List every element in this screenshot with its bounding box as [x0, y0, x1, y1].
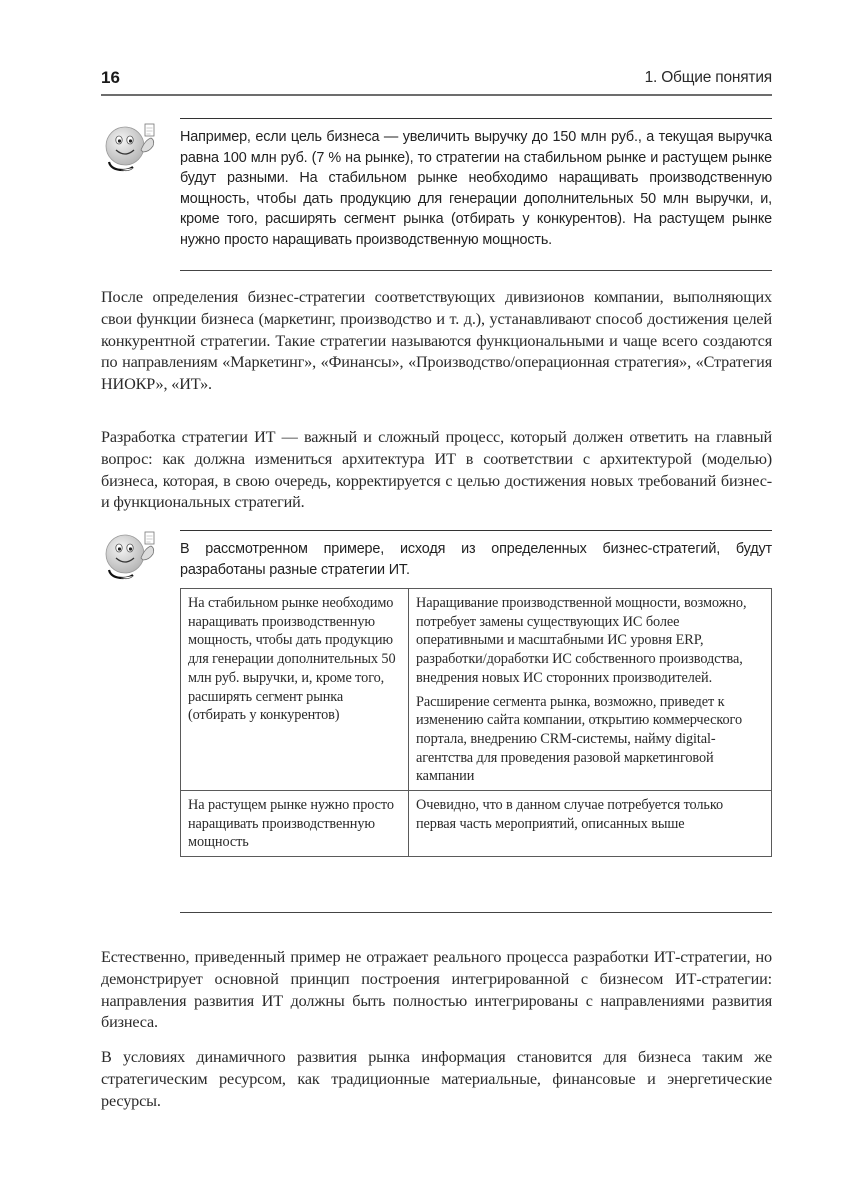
note-2-text: В рассмотренном примере, исходя из определенных бизнес-стратегий, будут разработаны разные стратегии ИТ. [180, 541, 772, 578]
chapter-title: 1. Общие понятия [644, 69, 772, 86]
cell-text: Расширение сегмента рынка, возможно, приведет к изменению сайта компании, открытию коммерческого портала, внедрению CRM-системы, найму digital-агентства для проведения разовой маркетинговой кампании [416, 693, 742, 785]
running-head [101, 66, 772, 96]
strategy-comparison-table [180, 588, 772, 857]
page-number: 16 [101, 68, 120, 87]
table-cell-it-strategy [409, 791, 772, 857]
smiley-mascot-icon [101, 120, 163, 182]
body-paragraph-2: Разработка стратегии ИТ — важный и сложный процесс, который должен ответить на главный вопрос: как должна измениться архитектура ИТ в соответствии с архитектурой (моделью) бизнеса, которая, в свою очередь, корректируется с целью достижения новых требований бизнес- и функциональных стратегий. [101, 428, 772, 512]
cell-text: Очевидно, что в данном случае потребуется только первая часть мероприятий, описанных выше [416, 797, 724, 832]
cell-text: На стабильном рынке необходимо наращивать производственную мощность, чтобы дать продукцию для генерации дополнительных 50 млн руб. выручки, и, кроме того, расширять сегмент рынка (отбирать у конкурентов) [188, 595, 396, 724]
body-paragraph-3: Естественно, приведенный пример не отражает реального процесса разработки ИТ-стратегии, но демонстрирует основной принцип построения интегрированной с бизнесом ИТ-стратегии: направления развития ИТ должны быть полностью интегрированы с направлениями развития бизнеса. [101, 948, 772, 1032]
note-1-text: Например, если цель бизнеса — увеличить выручку до 150 млн руб., а текущая выручка равна 100 млн руб. (7 % на рынке), то стратегии на стабильном рынке и растущем рынке будут разными. На стабильном рынке необходимо наращивать производственную мощность, чтобы дать продукцию для генерации дополнительных 50 млн выручки, и, кроме того, расширять сегмент рынка (отбирать у конкурентов). На растущем рынке нужно просто наращивать производственную мощность. [180, 129, 772, 248]
note-1-bottom-rule [180, 270, 772, 271]
table-row [181, 791, 772, 857]
table-row [181, 589, 772, 791]
note-1-body [180, 118, 772, 250]
cell-text: На растущем рынке нужно просто наращивать производственную мощность [188, 797, 394, 851]
example-note-1 [101, 118, 772, 273]
cell-text: Наращивание производственной мощности, возможно, потребует замены существующих ИС более оперативными и масштабными ИС уровня ERP, разработки/доработки ИС собственного производства, внедрения новых ИС сторонних производителей. [416, 595, 747, 686]
table-cell-business-strategy [181, 791, 409, 857]
body-paragraph-4: В условиях динамичного развития рынка информация становится для бизнеса таким же стратегическим ресурсом, как традиционные материальные, финансовые и энергетические ресурсы. [101, 1048, 772, 1110]
table-cell-it-strategy [409, 589, 772, 791]
note-2-bottom-rule [180, 912, 772, 913]
smiley-mascot-icon [101, 528, 163, 590]
body-paragraph-1: После определения бизнес-стратегии соответствующих дивизионов компании, выполняющих свои функции бизнеса (маркетинг, производство и т. д.), устанавливают способ достижения целей конкурентной стратегии. Такие стратегии называются функциональными и чаще всего создаются по направлениям «Маркетинг», «Финансы», «Производство/операционная стратегия», «Стратегия НИОКР», «ИТ». [101, 288, 772, 394]
note-2-body [180, 530, 772, 580]
table-cell-business-strategy [181, 589, 409, 791]
